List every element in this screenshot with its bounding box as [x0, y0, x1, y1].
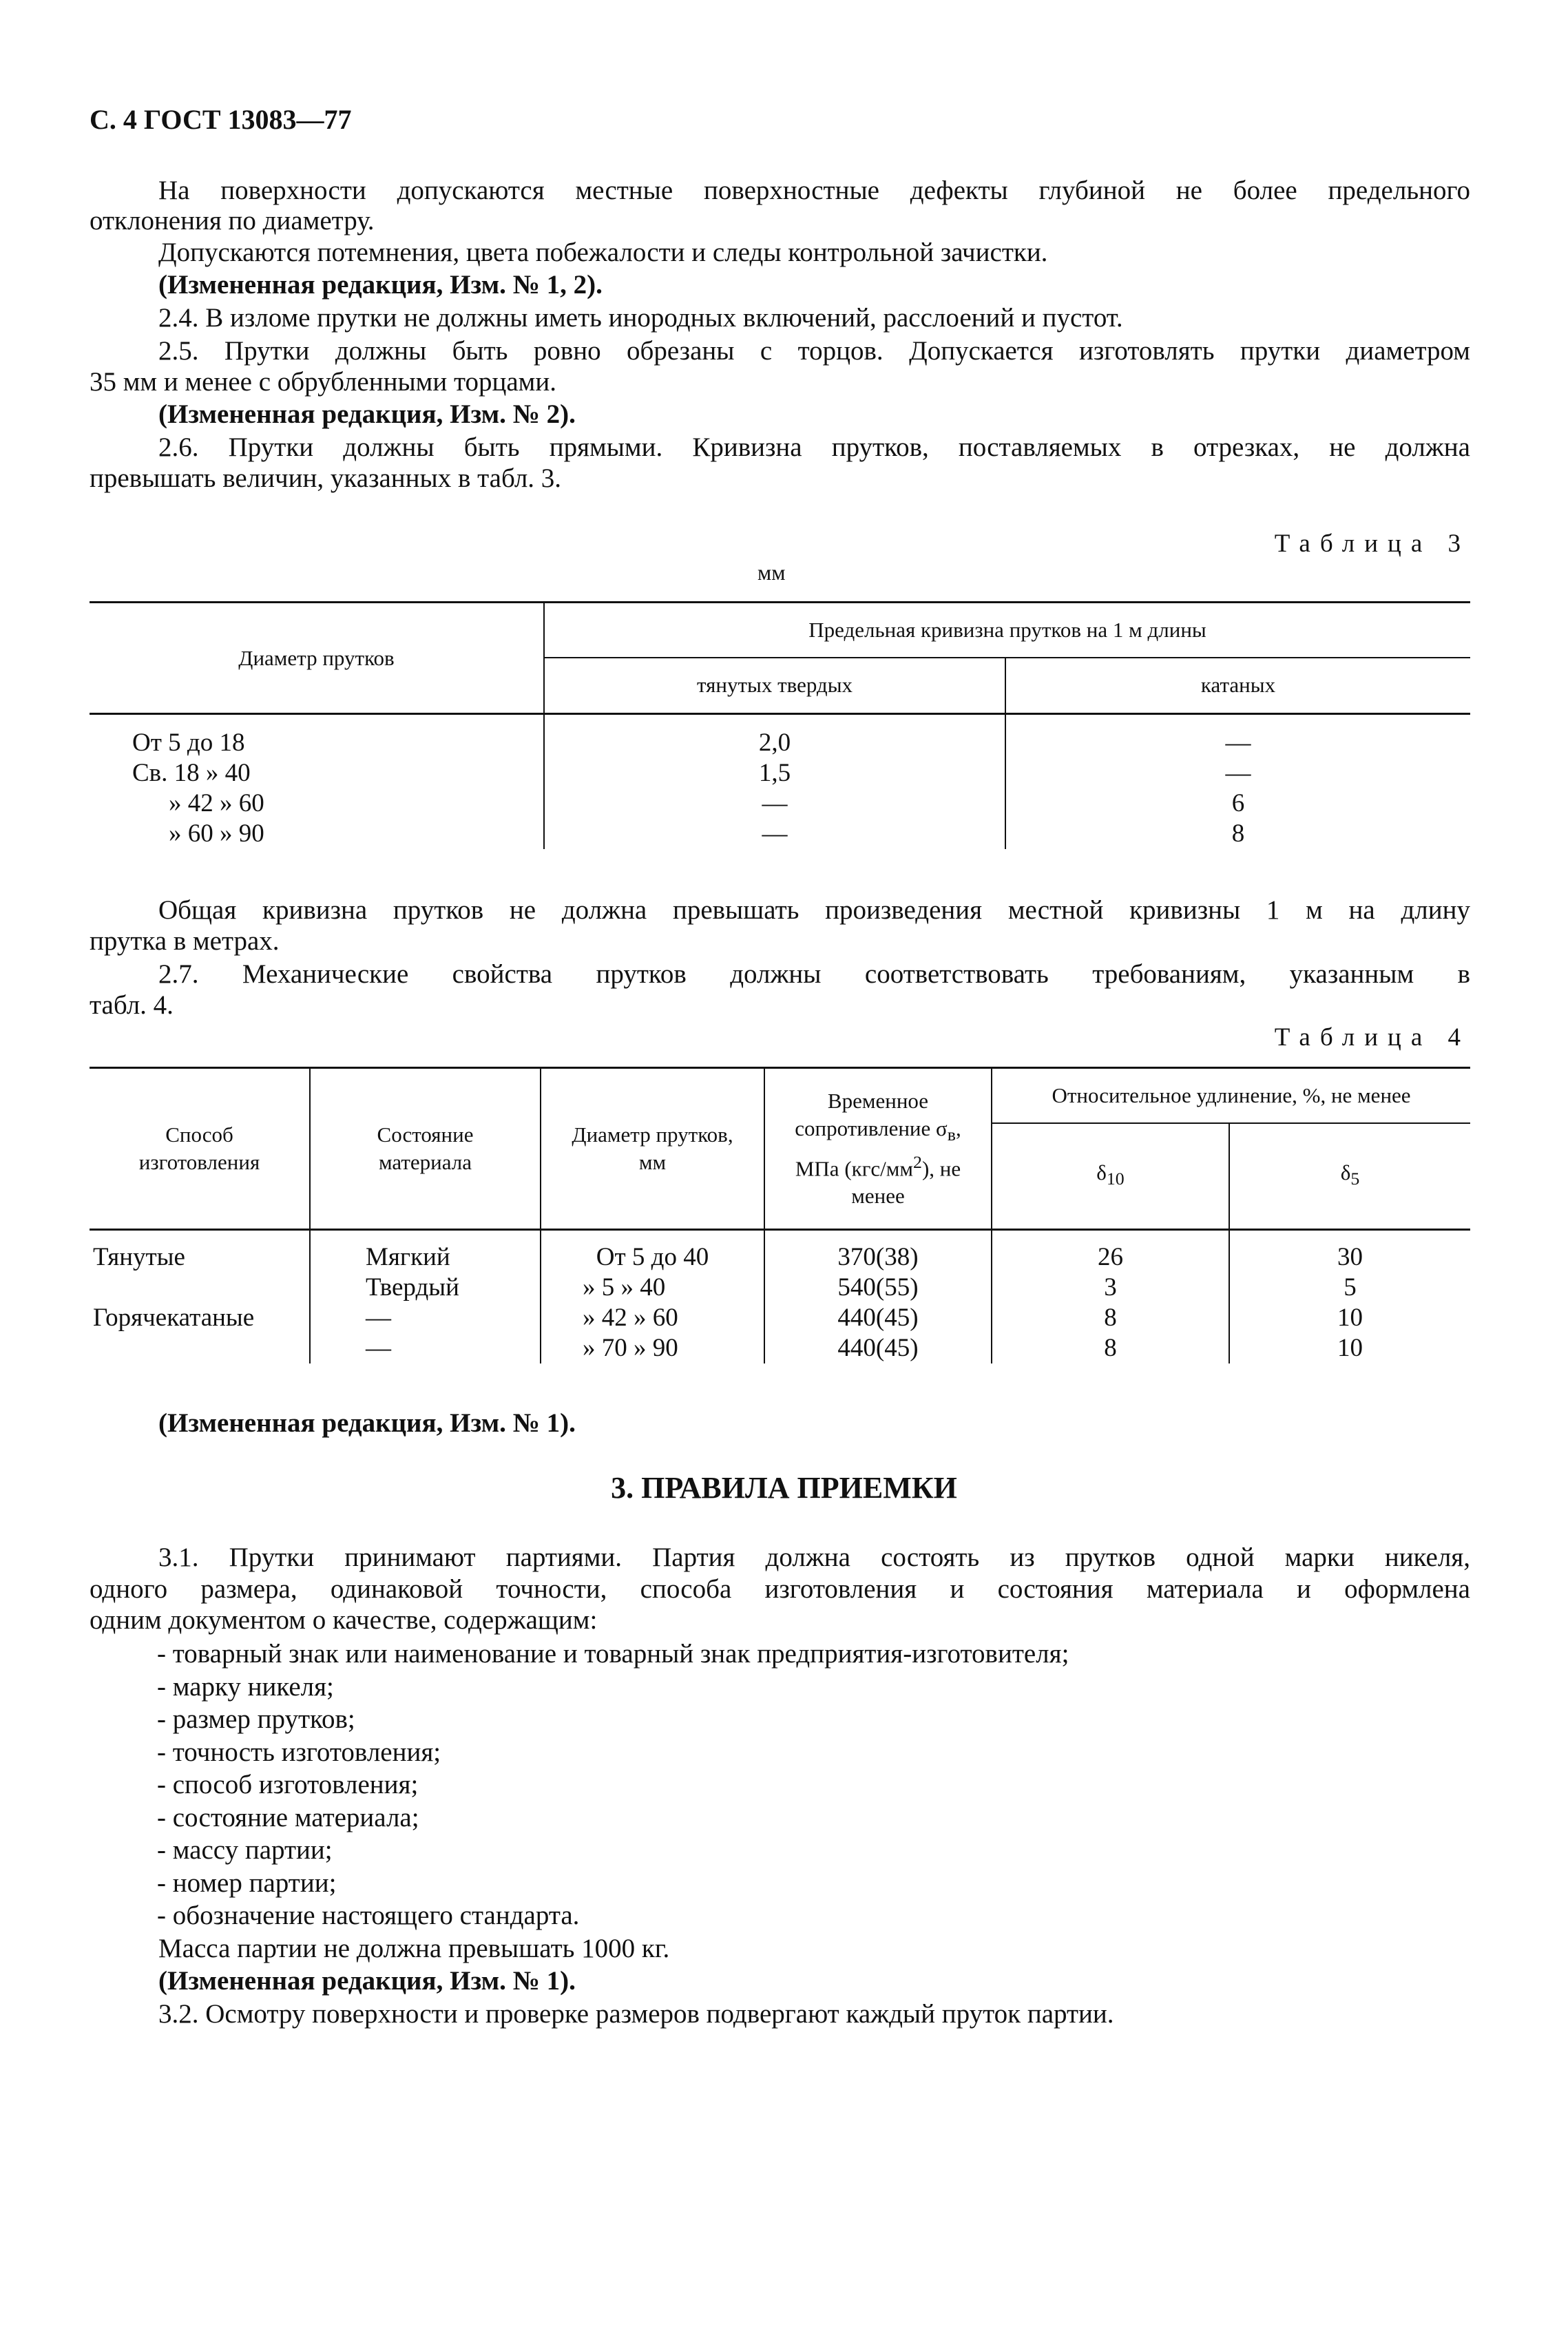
table-cell-state: —: [310, 1303, 541, 1333]
list-item: - номер партии;: [157, 1867, 1069, 1900]
table-row-diameter: » 42 » 60: [90, 788, 544, 819]
table-cell-diameter: От 5 до 40: [541, 1242, 764, 1273]
clause-2-5-cont: 35 мм и менее с обрубленными торцами.: [90, 367, 556, 397]
table-cell-diameter: » 42 » 60: [541, 1303, 764, 1333]
table-cell-strength: 440(45): [764, 1333, 992, 1363]
table-cell: 2,0: [544, 728, 1005, 758]
list-item: - массу партии;: [157, 1834, 1069, 1867]
table-cell-strength: 540(55): [764, 1273, 992, 1303]
table-4-header-strength: Временное сопротивление $\sigma_в$, МПа $(кгс/мм^2)$, не менее: [764, 1068, 992, 1230]
table-cell-state: Твердый: [310, 1273, 541, 1303]
table-3-header-rolled: катаных: [1005, 658, 1470, 714]
table-3-caption: Таблица 3: [1274, 530, 1470, 558]
clause-2-6-cont: превышать величин, указанных в табл. 3.: [90, 463, 562, 493]
clause-2-5: 2.5. Прутки должны быть ровно обрезаны с торцов. Допускается изготовлять прутки диаметром: [158, 336, 1470, 366]
paragraph-text: отклонения по диаметру.: [90, 206, 375, 236]
table-cell: 8: [1231, 819, 1245, 848]
table-cell-state: Мягкий: [310, 1242, 541, 1273]
table-4-caption: Таблица 4: [1274, 1023, 1470, 1052]
header-line: материала: [378, 1150, 472, 1174]
table-4-header-state: [310, 1068, 541, 1230]
paragraph-text: На поверхности допускаются местные поверхностные дефекты глубиной не более предельного: [158, 176, 1470, 205]
header-line: Диаметр прутков,: [572, 1122, 733, 1147]
header-line: Состояние: [377, 1122, 474, 1147]
table-3-unit: мм: [757, 560, 786, 585]
delta-symbol: δ: [1096, 1160, 1107, 1185]
header-line: Временное: [827, 1088, 929, 1113]
list-item: - размер прутков;: [157, 1703, 1069, 1736]
table-cell-method: [90, 1333, 310, 1363]
header-subscript: в: [947, 1124, 956, 1145]
table-cell-diameter: » 5 » 40: [541, 1273, 764, 1303]
table-cell-diameter: » 70 » 90: [541, 1333, 764, 1363]
clause-3-1-cont: одним документом о качестве, содержащим:: [90, 1605, 598, 1635]
table-cell: —: [1225, 728, 1251, 757]
table-cell-d5: 30: [1337, 1242, 1363, 1271]
table-cell-d5: 10: [1337, 1333, 1363, 1362]
paragraph-text: Общая кривизна прутков не должна превышать произведения местной кривизны 1 м на длину: [158, 895, 1470, 925]
table-cell-d10: 26: [992, 1242, 1229, 1273]
paragraph-text: прутка в метрах.: [90, 926, 280, 956]
clause-2-7: 2.7. Механические свойства прутков должны соответствовать требованиям, указанным в: [158, 959, 1470, 989]
clause-3-2: 3.2. Осмотру поверхности и проверке размеров подвергают каждый пруток партии.: [158, 1999, 1114, 2029]
table-cell-d5: 10: [1337, 1303, 1363, 1332]
table-cell-method: [90, 1273, 310, 1303]
list-item: - способ изготовления;: [157, 1768, 1069, 1801]
table-4-header-method: [90, 1068, 310, 1230]
clause-3-1: 3.1. Прутки принимают партиями. Партия должна состоять из прутков одной марки никеля,: [158, 1543, 1470, 1572]
amendment-note: (Измененная редакция, Изм. № 1, 2).: [158, 270, 603, 300]
table-cell-strength: 370(38): [764, 1242, 992, 1273]
amendment-note: (Измененная редакция, Изм. № 1).: [158, 1408, 576, 1438]
table-cell-d10: 8: [992, 1333, 1229, 1363]
table-cell-d10: 3: [992, 1273, 1229, 1303]
table-cell-method: Горячекатаные: [90, 1303, 310, 1333]
list-item: - товарный знак или наименование и товарный знак предприятия-изготовителя;: [157, 1638, 1069, 1671]
table-4: [90, 1067, 1470, 1363]
table-cell-d10: 8: [992, 1303, 1229, 1333]
header-line: сопротивление σ: [795, 1116, 948, 1140]
section-3-title: 3. ПРАВИЛА ПРИЕМКИ: [611, 1471, 957, 1505]
table-3-header-group: Предельная кривизна прутков на 1 м длины: [544, 603, 1470, 658]
table-cell: —: [544, 788, 1005, 819]
list-item: - марку никеля;: [157, 1671, 1069, 1704]
header-line: МПа (кгс/мм: [795, 1156, 914, 1181]
table-4-header-diameter: [541, 1068, 764, 1230]
header-line: мм: [638, 1150, 667, 1174]
table-4-header-delta10: [992, 1123, 1229, 1230]
table-cell: 1,5: [544, 758, 1005, 788]
table-cell-method: Тянутые: [90, 1242, 310, 1273]
table-row-diameter: » 60 » 90: [90, 819, 544, 849]
table-4-header-delta5: [1229, 1123, 1470, 1230]
table-cell: —: [544, 819, 1005, 849]
header-line: изготовления: [138, 1150, 260, 1174]
table-cell: —: [1225, 758, 1251, 787]
table-cell-state: —: [310, 1333, 541, 1363]
table-row-diameter: Св. 18 » 40: [90, 758, 544, 788]
list-item: - состояние материала;: [157, 1801, 1069, 1835]
clause-2-4: 2.4. В изломе прутки не должны иметь инородных включений, расслоений и пустот.: [158, 303, 1123, 333]
table-3-header-drawn: тянутых твердых: [544, 658, 1005, 714]
header-line: менее: [851, 1184, 905, 1209]
page-header: С. 4 ГОСТ 13083—77: [90, 104, 352, 135]
list-item: - обозначение настоящего стандарта.: [157, 1899, 1069, 1932]
delta-subscript: 10: [1106, 1169, 1125, 1189]
delta-symbol: δ: [1340, 1160, 1351, 1185]
amendment-note: (Измененная редакция, Изм. № 1).: [158, 1966, 576, 1996]
amendment-note: (Измененная редакция, Изм. № 2).: [158, 399, 576, 429]
table-4-header-elongation: Относительное удлинение, %, не менее: [992, 1068, 1470, 1123]
clause-3-1-cont: одного размера, одинаковой точности, способа изготовления и состояния материала и оформлена: [90, 1574, 1470, 1604]
table-row-diameter: От 5 до 18: [90, 728, 544, 758]
delta-subscript: 5: [1350, 1169, 1360, 1189]
table-cell-strength: 440(45): [764, 1303, 992, 1333]
table-cell-d5: 5: [1344, 1273, 1357, 1302]
table-3-header-diameter: Диаметр прутков: [90, 603, 544, 714]
list-item: - точность изготовления;: [157, 1736, 1069, 1769]
table-cell: 6: [1231, 788, 1245, 817]
header-line: ), не: [921, 1156, 961, 1181]
batch-mass-note: Масса партии не должна превышать 1000 кг.: [158, 1934, 670, 1963]
table-3: [90, 601, 1470, 849]
clause-2-7-cont: табл. 4.: [90, 990, 174, 1020]
paragraph-text: Допускаются потемнения, цвета побежалости и следы контрольной зачистки.: [158, 238, 1048, 267]
header-superscript: 2: [913, 1151, 922, 1172]
header-line: Способ: [165, 1122, 233, 1147]
requirements-list: [157, 1638, 1069, 1932]
clause-2-6: 2.6. Прутки должны быть прямыми. Кривизна прутков, поставляемых в отрезках, не должна: [158, 432, 1470, 462]
